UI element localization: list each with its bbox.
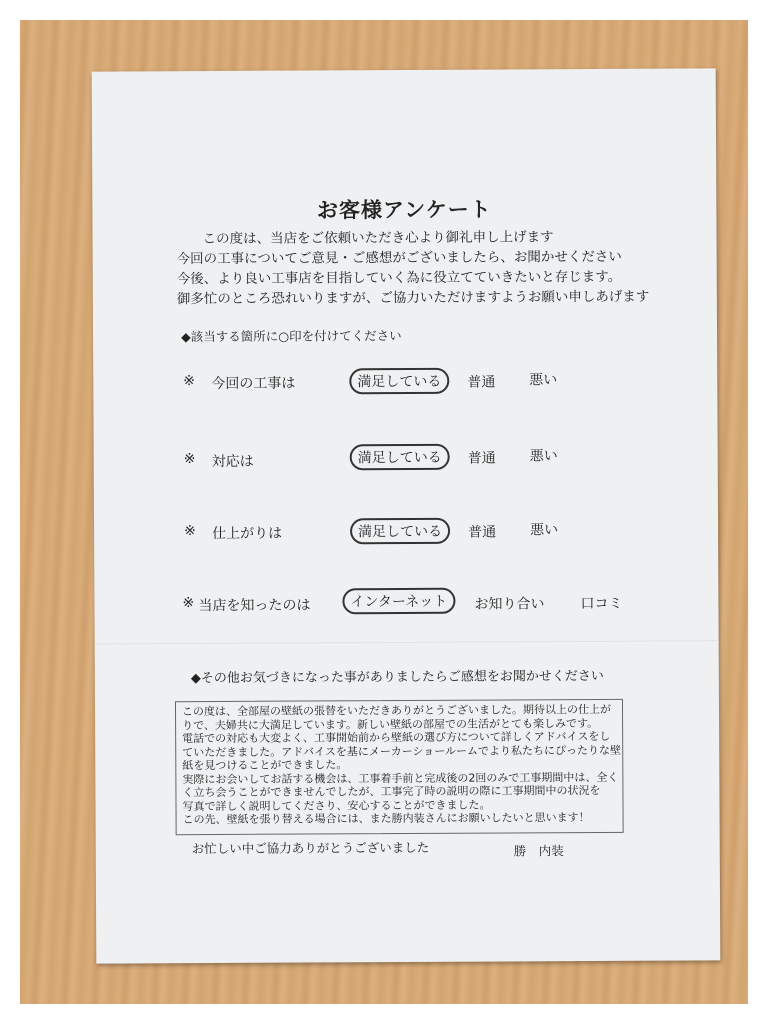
comment-line: 電話での対応も大変よく、工事開始前から壁紙の選び方について詳しくアドバイスをし	[182, 729, 611, 746]
question-mark: ※	[183, 451, 196, 468]
intro-line: この度は、当店をご依頼いただき心より御礼申し上げます	[202, 229, 554, 248]
option-satisfied-circled[interactable]: 満足している	[349, 368, 449, 395]
comment-line: 実際にお会いしてお話する機会は、工事着手前と完成後の2回のみで工事期間中は、全く	[182, 770, 619, 786]
option-normal[interactable]: 普通	[467, 450, 496, 467]
option-internet-circled[interactable]: インターネット	[342, 588, 455, 615]
question-label: 仕上がりは	[212, 525, 283, 543]
comment-line: りで、夫婦共に大満足しています。新しい壁紙の部屋での生活がとても楽しみです。	[182, 716, 599, 732]
option-acquaintance[interactable]: お知り合い	[474, 596, 545, 613]
comment-box	[175, 699, 624, 835]
option-bad[interactable]: 悪い	[530, 522, 559, 539]
intro-text	[176, 227, 649, 309]
instruction-text: ◆該当する箇所に○印を付けてください	[181, 328, 402, 345]
option-satisfied-circled[interactable]: 満足している	[350, 518, 450, 545]
comment-line: く立ち会うことができませんでしたが、工事完了時の説明の際に工事期間中の状況を	[182, 783, 601, 800]
intro-line: 今回の工事についてご意見・ご感想がございましたら、お聞かせください	[176, 248, 622, 268]
question-label: 当店を知ったのは	[198, 597, 311, 615]
photo-background	[20, 20, 748, 1004]
question-label: 今回の工事は	[211, 375, 296, 393]
paper-fold-line	[95, 640, 719, 645]
question-mark: ※	[184, 523, 196, 540]
comment-line: 紙を見つけることができました。	[182, 758, 348, 773]
comment-line: この度は、全部屋の壁紙の張替をいただきありがとうございました。期待以上の仕上が	[181, 702, 612, 719]
comment-line: ていただきました。アドバイスを基にメーカーショールームでより私たちにぴったりな壁	[182, 743, 622, 759]
option-normal[interactable]: 普通	[467, 374, 496, 391]
question-mark: ※	[182, 595, 195, 612]
comment-line: この先、壁紙を張り替える場合には、また勝内装さんにお願いしたいと思います！	[182, 811, 590, 827]
option-bad[interactable]: 悪い	[529, 372, 558, 389]
survey-title: お客様アンケート	[316, 196, 492, 223]
intro-line: 今後、より良い工事店を目指していく為に役立てていきたいと存じます。	[176, 268, 622, 288]
comment-line: 写真で詳しく説明してくださり、安心することができました。	[182, 798, 491, 813]
option-satisfied-circled[interactable]: 満足している	[350, 444, 450, 471]
shop-name: 勝 内装	[513, 843, 564, 859]
option-bad[interactable]: 悪い	[529, 448, 558, 465]
option-normal[interactable]: 普通	[468, 524, 497, 541]
question-label: 対応は	[211, 453, 254, 471]
survey-sheet	[92, 68, 721, 963]
intro-line: 御多忙のところ恐れいりますが、ご協力いただけますようお願い申しあげます	[176, 288, 650, 308]
closing-text: お忙しい中ご協力ありがとうございました	[191, 839, 430, 857]
other-comments-heading: ◆その他お気づきになった事がありましたらご感想をお聞かせください	[190, 668, 604, 687]
option-word-of-mouth[interactable]: 口コミ	[580, 595, 623, 613]
question-mark: ※	[183, 373, 196, 390]
